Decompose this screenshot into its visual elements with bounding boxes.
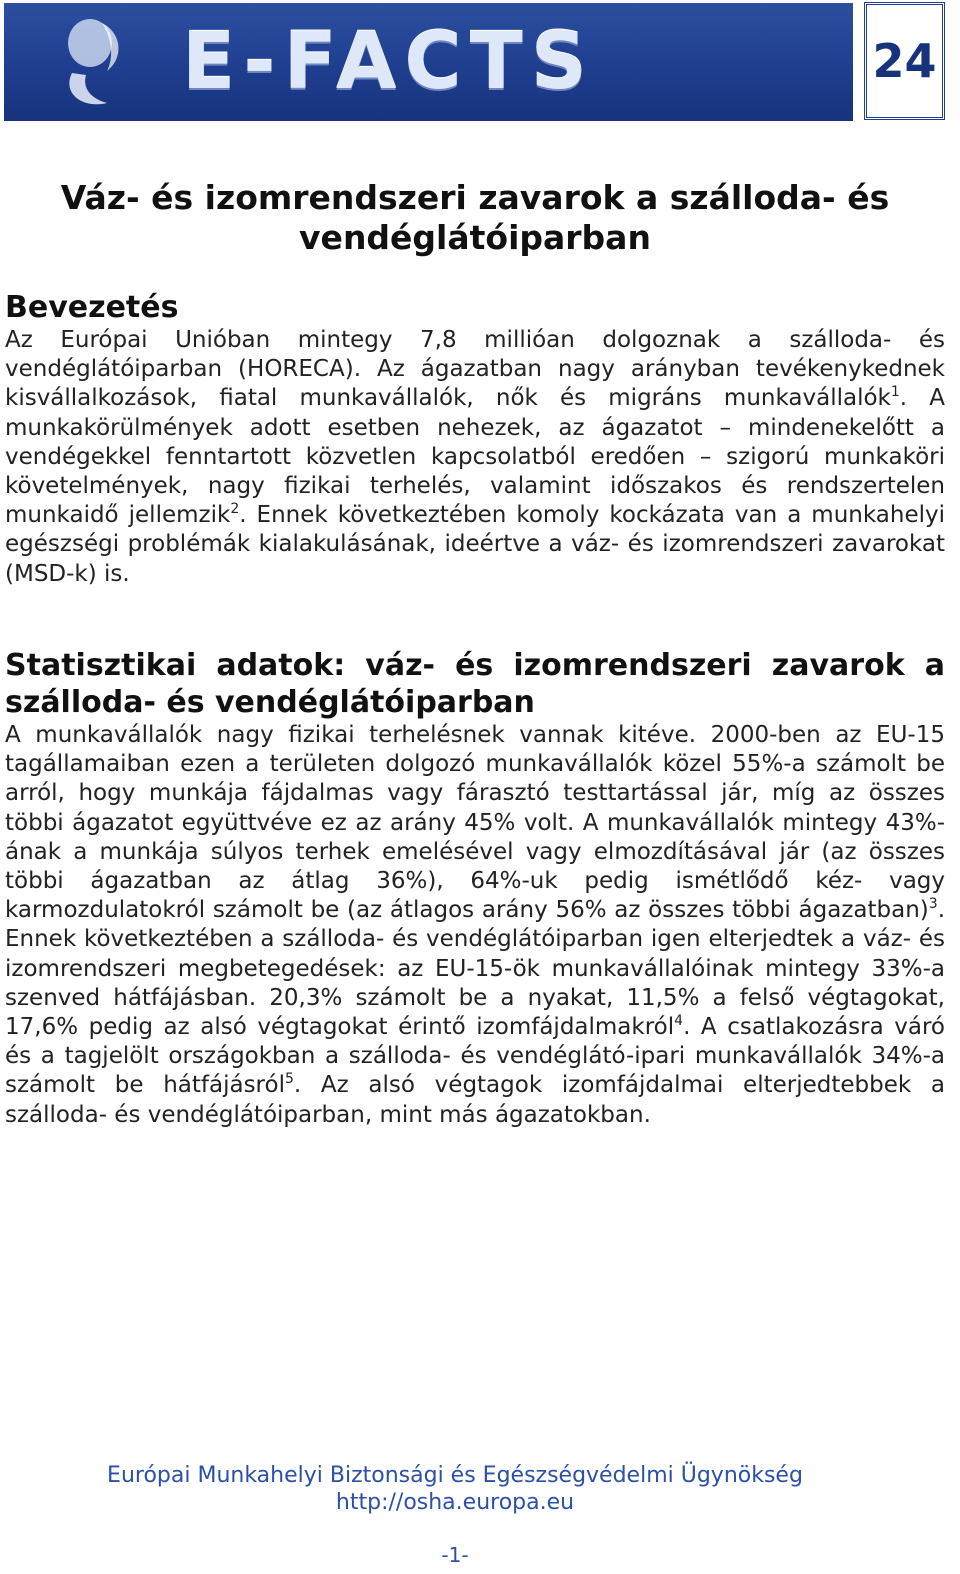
section-heading-introduction: Bevezetés xyxy=(5,290,179,325)
document-title: Váz- és izomrendszeri zavarok a szálloda- és vendéglátóiparban xyxy=(60,178,890,257)
footer-url-link[interactable]: http://osha.europa.eu xyxy=(335,1490,575,1515)
body-text: . Ennek következtében komoly kockázata van a munkahelyi egészségi problémák kialakulásának, ideértve a váz- és izomrendszeri zavarokat (MSD-k) is. xyxy=(5,502,945,587)
footnote-ref: 1 xyxy=(890,384,900,401)
footnote-ref: 4 xyxy=(674,1013,684,1030)
section-body-introduction xyxy=(5,326,945,589)
body-text: A munkavállalók nagy fizikai terhelésnek vannak kitéve. 2000-ben az EU-15 tagállamaiban ezen a területen dolgozó munkavállalók közel 55%-a számolt be arról, hogy munkája fájdalmas vagy fárasztó testtartással jár, míg az összes többi ágazatot együttvéve ez az arány 45% volt. A munkavállalók mintegy 43%-ának a munkája súlyos terhek emelésével vagy elmozdításával jár (az összes többi ágazatban az átlag 36%), 64%-uk pedig ismétlődő kéz- vagy karmozdulatokról számolt be (az átlagos arány 56% az összes többi ágazatban) xyxy=(5,722,945,924)
footer xyxy=(0,1462,910,1516)
issue-number-box xyxy=(864,2,945,120)
footnote-ref: 5 xyxy=(284,1071,294,1088)
section-heading-statistics: Statisztikai adatok: váz- és izomrendszeri zavarok a szálloda- és vendéglátóiparban xyxy=(5,648,945,720)
body-text: . Ennek következtében a szálloda- és vendéglátóiparban igen elterjedtek a váz- és izomrendszeri megbetegedések: az EU-15-ök munkavállalóinak mintegy 33%-a szenved hátfájásban. 20,3% számolt be a nyakat, 11,5% a felső végtagokat, 17,6% pedig az alsó végtagokat érintő izomfájdalmakról xyxy=(5,897,945,1041)
footnote-ref: 3 xyxy=(928,896,938,913)
footer-organization: Európai Munkahelyi Biztonsági és Egészségvédelmi Ügynökség xyxy=(107,1463,803,1488)
body-text: Az Európai Unióban mintegy 7,8 millióan dolgoznak a szálloda- és vendéglátóiparban (HORECA). Az ágazatban nagy arányban tevékenykednek kisvállalkozások, fiatal munkavállalók, nők és migráns munkavállalók xyxy=(5,327,945,412)
footnote-ref: 2 xyxy=(230,501,240,518)
body-text: . A munkakörülmények adott esetben nehezek, az ágazatot – mindenekelőtt a vendégekkel fenntartott közvetlen kapcsolatból eredően – szigorú munkaköri követelmények, nagy fizikai terhelés, valamint időszakos és rendszertelen munkaidő jellemzik xyxy=(5,385,945,529)
page-number: -1- xyxy=(441,1543,469,1567)
header-banner xyxy=(4,3,853,121)
brand-title: E-FACTS xyxy=(182,17,595,107)
body-text: . Az alsó végtagok izomfájdalmai elterjedtebbek a szálloda- és vendéglátóiparban, mint más ágazatokban. xyxy=(5,1072,945,1128)
logo-swirl-icon xyxy=(52,13,132,113)
section-body-statistics xyxy=(5,721,945,1130)
issue-number: 24 xyxy=(872,34,937,88)
body-text: . A csatlakozásra váró és a tagjelölt országokban a szálloda- és vendéglátó-ipari munkavállalók 34%-a számolt be hátfájásról xyxy=(5,1014,946,1099)
